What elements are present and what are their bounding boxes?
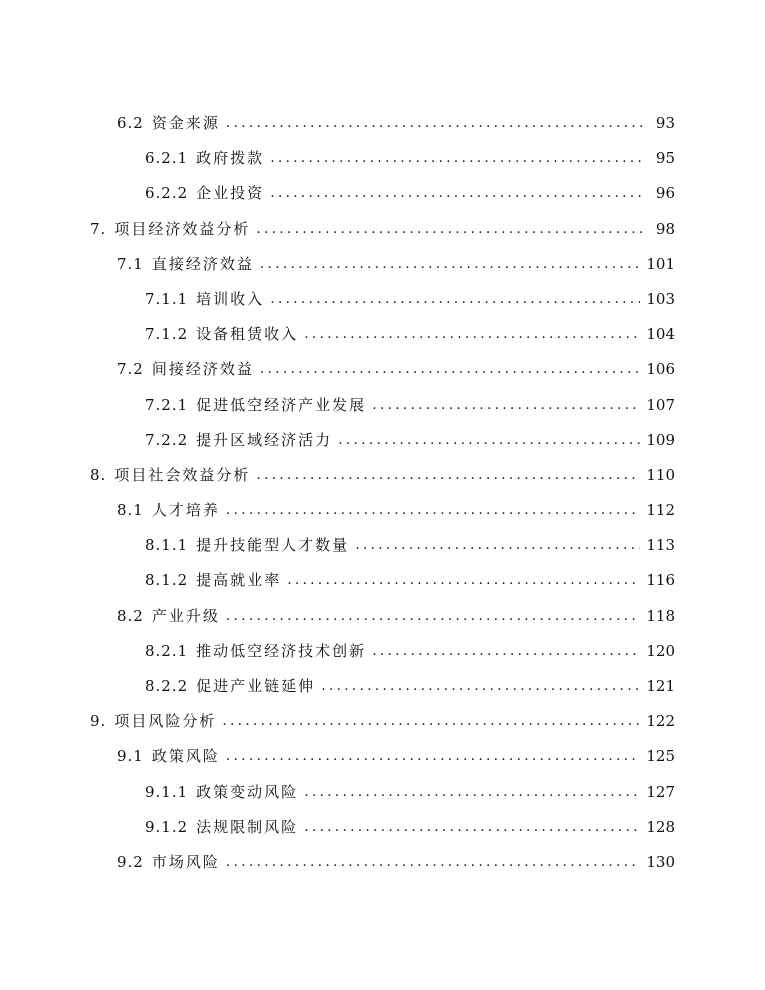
toc-entry-title: 法规限制风险 (196, 817, 299, 836)
toc-entry-number: 6.2 (117, 114, 144, 132)
toc-entry-number: 8. (90, 465, 107, 484)
toc-entry-number: 8.2.2 (145, 677, 189, 695)
toc-entry-number: 9.1.1 (145, 782, 189, 801)
toc-entry-number: 7.2 (117, 360, 144, 379)
toc-entry-page: 104 (646, 325, 675, 344)
toc-entry[interactable] (0, 634, 765, 669)
toc-leader-dots (226, 739, 640, 774)
toc-entry-title: 政策风险 (151, 747, 220, 766)
toc-entry-number: 6.2.2 (145, 184, 189, 203)
toc-entry-title: 市场风险 (151, 852, 220, 871)
toc-entry-number: 8.1.1 (145, 536, 189, 555)
toc-entry-page: 130 (646, 852, 675, 871)
toc-entry[interactable] (0, 563, 765, 598)
toc-leader-dots (270, 176, 643, 211)
toc-entry-page: 110 (646, 465, 675, 484)
toc-entry-number: 8.1.2 (145, 571, 189, 590)
toc-entry-title: 企业投资 (196, 184, 265, 203)
toc-entry-page: 120 (646, 641, 675, 660)
toc-entry-number: 7.2.2 (145, 430, 189, 449)
toc-entry[interactable] (0, 704, 765, 739)
toc-entry-number: 8.2 (117, 606, 144, 625)
toc-leader-dots (355, 528, 640, 563)
toc-entry-title: 项目经济效益分析 (114, 219, 251, 238)
toc-entry-number: 7. (90, 219, 107, 238)
toc-entry[interactable] (0, 282, 765, 317)
toc-entry-page: 93 (655, 114, 675, 132)
toc-entry[interactable] (0, 845, 765, 880)
toc-leader-dots (270, 141, 643, 176)
toc-entry-page: 122 (646, 712, 675, 731)
toc-entry-page: 103 (646, 289, 675, 308)
toc-leader-dots (372, 388, 640, 423)
toc-entry-page: 98 (655, 219, 675, 238)
toc-entry-title: 设备租赁收入 (196, 325, 299, 344)
toc-entry-number: 9.1 (117, 747, 144, 766)
toc-entry[interactable] (0, 528, 765, 563)
toc-entry-title: 直接经济效益 (151, 254, 254, 273)
toc-entry-number: 9.1.2 (145, 817, 189, 836)
toc-entry-number: 7.1.2 (145, 325, 189, 344)
toc-leader-dots (256, 458, 640, 493)
toc-entry[interactable] (0, 176, 765, 211)
toc-leader-dots (321, 669, 640, 704)
toc-leader-dots (256, 212, 643, 247)
toc-entry[interactable] (0, 352, 765, 387)
toc-entry-page: 96 (655, 184, 675, 203)
toc-entry-number: 8.2.1 (145, 641, 189, 660)
toc-entry-title: 间接经济效益 (151, 360, 254, 379)
toc-entry-number: 6.2.1 (145, 149, 189, 168)
toc-entry-title: 产业升级 (151, 606, 220, 625)
toc-entry-number: 9. (90, 712, 107, 731)
toc-entry-page: 95 (655, 149, 675, 168)
toc-entry-number: 7.1 (117, 254, 144, 273)
toc-leader-dots (287, 563, 640, 598)
toc-entry-page: 127 (646, 782, 675, 801)
toc-entry-title: 政策变动风险 (196, 782, 299, 801)
toc-leader-dots (304, 775, 640, 810)
toc-entry-page: 101 (646, 254, 675, 273)
toc-leader-dots (304, 810, 640, 845)
toc-entry-title: 提升区域经济活力 (196, 430, 333, 449)
toc-entry-title: 提高就业率 (196, 571, 282, 590)
toc-entry-page: 118 (646, 606, 675, 625)
toc-entry-page: 106 (646, 360, 675, 379)
toc-entry[interactable] (0, 106, 765, 141)
toc-leader-dots (226, 106, 643, 141)
toc-entry[interactable] (0, 247, 765, 282)
toc-entry-title: 人才培养 (151, 501, 220, 520)
toc-entry-title: 项目风险分析 (114, 712, 217, 731)
toc-entry[interactable] (0, 458, 765, 493)
toc-entry-page: 125 (646, 747, 675, 766)
toc-entry[interactable] (0, 493, 765, 528)
toc-leader-dots (226, 599, 640, 634)
toc-entry[interactable] (0, 810, 765, 845)
toc-entry-title: 提升技能型人才数量 (196, 536, 350, 555)
toc-entry-title: 资金来源 (151, 114, 220, 132)
toc-entry-page: 116 (646, 571, 675, 590)
toc-entry-title: 促进产业链延伸 (196, 677, 316, 695)
toc-leader-dots (226, 845, 640, 880)
toc-entry[interactable] (0, 141, 765, 176)
toc-entry-page: 113 (646, 536, 675, 555)
toc-entry-page: 128 (646, 817, 675, 836)
toc-entry-page: 112 (646, 501, 675, 520)
toc-entry-title: 政府拨款 (196, 149, 265, 168)
toc-entry[interactable] (0, 775, 765, 810)
toc-leader-dots (372, 634, 640, 669)
toc-entry-title: 项目社会效益分析 (114, 465, 251, 484)
toc-entry-title: 推动低空经济技术创新 (196, 641, 367, 660)
toc-leader-dots (338, 423, 640, 458)
toc-entry[interactable] (0, 423, 765, 458)
toc-leader-dots (222, 704, 640, 739)
toc-entry[interactable] (0, 317, 765, 352)
toc-entry-number: 7.2.1 (145, 395, 189, 414)
toc-entry-number: 9.2 (117, 852, 144, 871)
toc-leader-dots (226, 493, 640, 528)
toc-entry-title: 促进低空经济产业发展 (196, 395, 367, 414)
toc-leader-dots (260, 352, 640, 387)
toc-entry[interactable] (0, 599, 765, 634)
table-of-contents (0, 106, 765, 880)
toc-entry[interactable] (0, 388, 765, 423)
toc-leader-dots (270, 282, 640, 317)
toc-entry-number: 7.1.1 (145, 289, 189, 308)
toc-entry[interactable] (0, 669, 765, 704)
toc-leader-dots (304, 317, 640, 352)
toc-entry[interactable] (0, 739, 765, 774)
toc-leader-dots (260, 247, 640, 282)
toc-entry[interactable] (0, 212, 765, 247)
toc-entry-page: 107 (646, 395, 675, 414)
toc-entry-title: 培训收入 (196, 289, 265, 308)
toc-entry-number: 8.1 (117, 501, 144, 520)
toc-entry-page: 121 (646, 677, 675, 695)
toc-entry-page: 109 (646, 430, 675, 449)
